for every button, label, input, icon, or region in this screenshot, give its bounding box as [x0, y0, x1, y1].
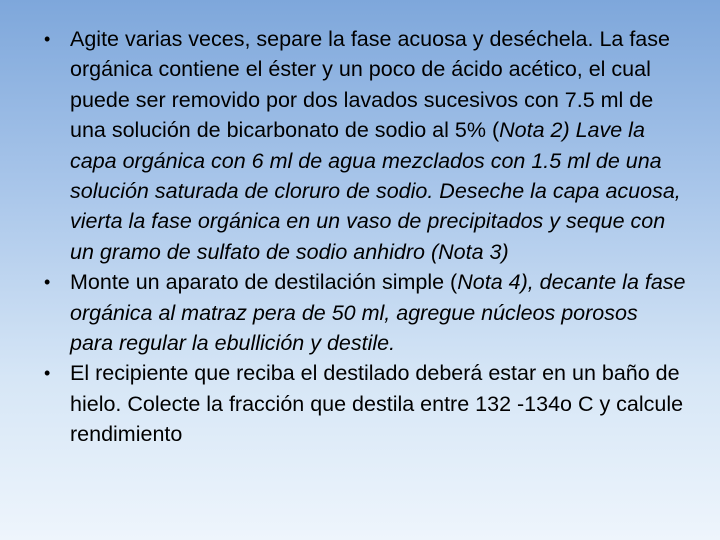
bullet-text-1b: Nota 2) Lave la capa orgánica con 6 ml de agua mezclados con 1.5 ml de una solución saturada de cloruro de sodio. Deseche la capa acuosa, vierta la fase orgánica en un vaso de precipitados y seque con un gramo de sulfato de sodio anhidro (Nota 3) [70, 118, 681, 264]
bullet-text-3: El recipiente que reciba el destilado deberá estar en un baño de hielo. Colecte la fracción que destila entre 132 -134o C y calcule rendimiento [70, 361, 684, 447]
bullet-text-1a: Agite varias veces, separe la fase acuosa y deséchela. La fase orgánica contiene el éster y un poco de ácido acético, el cual puede ser removido por dos lavados sucesivos con 7.5 ml de una solución de bicarbonato de sodio al 5% ( [70, 27, 670, 143]
bullet-text-2a: Monte un aparato de destilación simple ( [70, 270, 458, 295]
bullet-item-2 [36, 267, 686, 358]
bullet-text-2b: Nota 4), decante la fase orgánica al matraz pera de 50 ml, agregue núcleos porosos para regular la ebullición y destile. [70, 270, 686, 356]
bullet-icon: • [44, 363, 51, 384]
bullet-icon: • [44, 29, 51, 49]
bullet-item-1 [36, 24, 686, 267]
bullet-list [36, 24, 686, 450]
bullet-item-3 [36, 358, 686, 449]
bullet-icon: • [44, 272, 51, 293]
